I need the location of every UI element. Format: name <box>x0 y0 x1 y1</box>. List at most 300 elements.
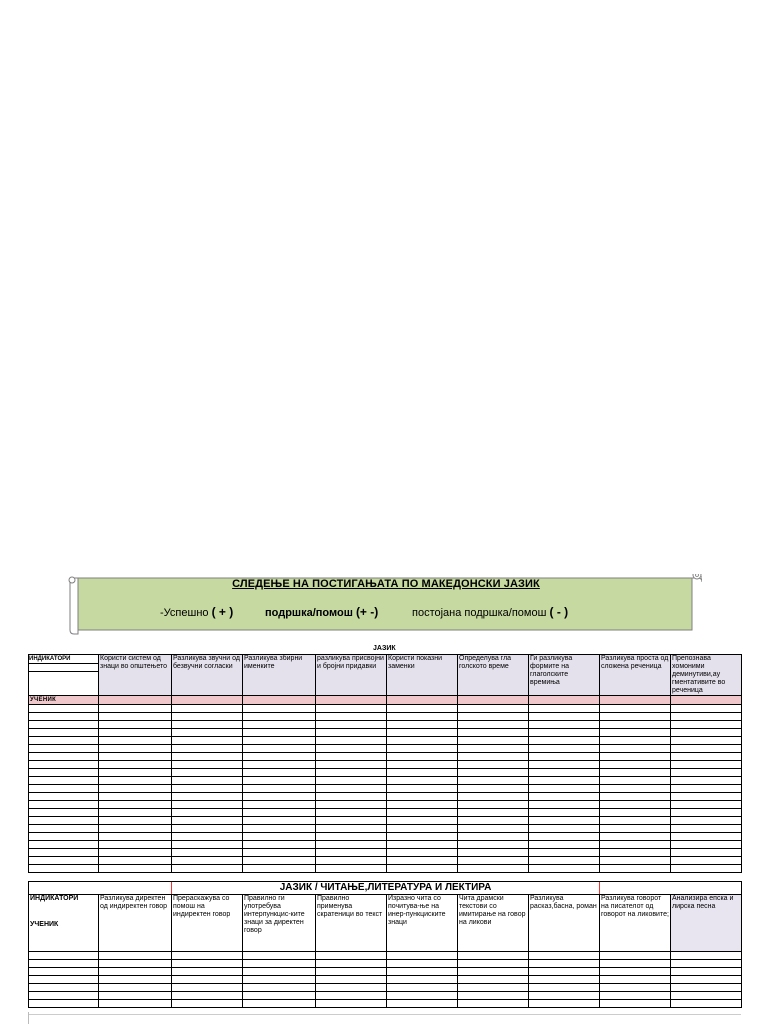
grade-cell[interactable] <box>243 849 316 857</box>
grade-cell[interactable] <box>99 737 172 745</box>
grade-cell[interactable] <box>458 705 529 713</box>
grade-cell[interactable] <box>671 737 742 745</box>
grade-cell[interactable] <box>29 1000 99 1008</box>
grade-cell[interactable] <box>316 737 387 745</box>
grade-cell[interactable] <box>529 817 600 825</box>
grade-cell[interactable] <box>316 745 387 753</box>
grade-cell[interactable] <box>29 976 99 984</box>
pupil-cell <box>671 696 742 705</box>
grade-cell[interactable] <box>600 833 671 841</box>
grade-cell[interactable] <box>172 785 243 793</box>
grade-cell[interactable] <box>458 1000 529 1008</box>
grade-cell[interactable] <box>387 1000 458 1008</box>
pupil-row <box>29 793 742 801</box>
indicator2-column-4: Правилно применува скратеници во текст <box>316 895 387 952</box>
grade-cell[interactable] <box>458 984 529 992</box>
grade-cell[interactable] <box>29 952 99 960</box>
grade-cell[interactable] <box>387 968 458 976</box>
grade-cell[interactable] <box>529 992 600 1000</box>
grade-cell[interactable] <box>600 984 671 992</box>
grade-cell[interactable] <box>529 745 600 753</box>
pupil-row <box>29 817 742 825</box>
grade-cell[interactable] <box>387 801 458 809</box>
grade-cell[interactable] <box>99 745 172 753</box>
grade-cell[interactable] <box>29 785 99 793</box>
grade-cell[interactable] <box>243 960 316 968</box>
grade-cell[interactable] <box>387 857 458 865</box>
grade-cell[interactable] <box>387 849 458 857</box>
grade-cell[interactable] <box>458 761 529 769</box>
indicators-spacer <box>29 664 98 672</box>
grade-cell[interactable] <box>316 753 387 761</box>
grade-cell[interactable] <box>99 785 172 793</box>
grade-cell[interactable] <box>387 721 458 729</box>
grade-cell[interactable] <box>29 865 99 873</box>
grade-cell[interactable] <box>458 785 529 793</box>
grade-cell[interactable] <box>243 825 316 833</box>
pupil-row <box>29 1000 742 1008</box>
grade-cell[interactable] <box>29 769 99 777</box>
grade-cell[interactable] <box>29 737 99 745</box>
grade-cell[interactable] <box>172 713 243 721</box>
grade-cell[interactable] <box>243 793 316 801</box>
grade-cell[interactable] <box>600 809 671 817</box>
grade-cell[interactable] <box>671 976 742 984</box>
grade-cell[interactable] <box>600 705 671 713</box>
grade-cell[interactable] <box>600 841 671 849</box>
grade-cell[interactable] <box>243 729 316 737</box>
grade-cell[interactable] <box>387 793 458 801</box>
grade-cell[interactable] <box>600 745 671 753</box>
grade-cell[interactable] <box>671 793 742 801</box>
grade-cell[interactable] <box>243 857 316 865</box>
grade-cell[interactable] <box>29 857 99 865</box>
grade-cell[interactable] <box>29 705 99 713</box>
grade-cell[interactable] <box>99 833 172 841</box>
grade-cell[interactable] <box>316 769 387 777</box>
grade-cell[interactable] <box>600 793 671 801</box>
grade-cell[interactable] <box>600 721 671 729</box>
grade-cell[interactable] <box>529 849 600 857</box>
grade-cell[interactable] <box>671 761 742 769</box>
grade-cell[interactable] <box>671 833 742 841</box>
grade-cell[interactable] <box>529 825 600 833</box>
grade-cell[interactable] <box>529 705 600 713</box>
grade-cell[interactable] <box>458 849 529 857</box>
pupil-row <box>29 761 742 769</box>
grade-cell[interactable] <box>243 841 316 849</box>
grade-cell[interactable] <box>387 761 458 769</box>
grade-cell[interactable] <box>316 1000 387 1008</box>
grade-cell[interactable] <box>316 841 387 849</box>
grade-cell[interactable] <box>529 1000 600 1008</box>
grade-cell[interactable] <box>529 777 600 785</box>
grade-cell[interactable] <box>99 849 172 857</box>
grade-cell[interactable] <box>99 801 172 809</box>
grade-cell[interactable] <box>99 817 172 825</box>
grade-cell[interactable] <box>529 769 600 777</box>
grade-cell[interactable] <box>172 721 243 729</box>
grade-cell[interactable] <box>29 753 99 761</box>
grade-cell[interactable] <box>529 737 600 745</box>
pupil-row <box>29 976 742 984</box>
grade-cell[interactable] <box>243 976 316 984</box>
grade-cell[interactable] <box>29 833 99 841</box>
grade-cell[interactable] <box>387 841 458 849</box>
grade-cell[interactable] <box>529 761 600 769</box>
grade-cell[interactable] <box>600 976 671 984</box>
grade-cell[interactable] <box>600 753 671 761</box>
grade-cell[interactable] <box>172 976 243 984</box>
grade-cell[interactable] <box>671 849 742 857</box>
grade-cell[interactable] <box>243 769 316 777</box>
grade-cell[interactable] <box>600 960 671 968</box>
grade-cell[interactable] <box>172 729 243 737</box>
grade-cell[interactable] <box>600 737 671 745</box>
grade-cell[interactable] <box>671 984 742 992</box>
grade-cell[interactable] <box>172 960 243 968</box>
grade-cell[interactable] <box>529 809 600 817</box>
grade-cell[interactable] <box>458 960 529 968</box>
grade-cell[interactable] <box>29 801 99 809</box>
grade-cell[interactable] <box>671 721 742 729</box>
grade-cell[interactable] <box>99 809 172 817</box>
grade-cell[interactable] <box>316 849 387 857</box>
grade-cell[interactable] <box>600 968 671 976</box>
grade-cell[interactable] <box>243 737 316 745</box>
grade-cell[interactable] <box>671 1000 742 1008</box>
grade-cell[interactable] <box>243 777 316 785</box>
grade-cell[interactable] <box>29 729 99 737</box>
grade-cell[interactable] <box>99 865 172 873</box>
grade-cell[interactable] <box>243 745 316 753</box>
grade-cell[interactable] <box>29 817 99 825</box>
grade-cell[interactable] <box>99 825 172 833</box>
grade-cell[interactable] <box>172 825 243 833</box>
grade-cell[interactable] <box>529 833 600 841</box>
grade-cell[interactable] <box>29 745 99 753</box>
grade-cell[interactable] <box>29 849 99 857</box>
grade-cell[interactable] <box>316 825 387 833</box>
grade-cell[interactable] <box>29 809 99 817</box>
grade-cell[interactable] <box>243 761 316 769</box>
grade-cell[interactable] <box>316 729 387 737</box>
grade-cell[interactable] <box>458 713 529 721</box>
indicator2-column-1: Разликува директен од индиректен говор <box>99 895 172 952</box>
grade-cell[interactable] <box>29 984 99 992</box>
grade-cell[interactable] <box>387 769 458 777</box>
indicator-column-5: Користи показни заменки <box>387 655 458 696</box>
grade-cell[interactable] <box>387 825 458 833</box>
grade-cell[interactable] <box>387 777 458 785</box>
grade-cell[interactable] <box>600 849 671 857</box>
grade-cell[interactable] <box>172 801 243 809</box>
grade-cell[interactable] <box>529 952 600 960</box>
grade-cell[interactable] <box>316 833 387 841</box>
grade-cell[interactable] <box>671 729 742 737</box>
grade-cell[interactable] <box>458 992 529 1000</box>
grade-cell[interactable] <box>172 992 243 1000</box>
grade-cell[interactable] <box>600 952 671 960</box>
grade-cell[interactable] <box>529 984 600 992</box>
pupil-row <box>29 737 742 745</box>
grade-cell[interactable] <box>600 769 671 777</box>
grade-cell[interactable] <box>458 753 529 761</box>
grade-cell[interactable] <box>529 968 600 976</box>
grade-cell[interactable] <box>29 825 99 833</box>
grade-cell[interactable] <box>316 968 387 976</box>
grade-cell[interactable] <box>671 753 742 761</box>
grade-cell[interactable] <box>316 761 387 769</box>
grade-cell[interactable] <box>529 801 600 809</box>
grade-cell[interactable] <box>316 705 387 713</box>
grade-cell[interactable] <box>243 833 316 841</box>
grade-cell[interactable] <box>316 817 387 825</box>
grade-cell[interactable] <box>671 785 742 793</box>
grade-cell[interactable] <box>458 817 529 825</box>
grade-cell[interactable] <box>243 992 316 1000</box>
grade-cell[interactable] <box>387 833 458 841</box>
grade-cell[interactable] <box>99 761 172 769</box>
grade-cell[interactable] <box>387 817 458 825</box>
grade-cell[interactable] <box>600 777 671 785</box>
grade-cell[interactable] <box>387 745 458 753</box>
grade-cell[interactable] <box>529 729 600 737</box>
legend-success-text: -Успешно <box>160 607 209 619</box>
grade-cell[interactable] <box>387 865 458 873</box>
grade-cell[interactable] <box>243 721 316 729</box>
grade-cell[interactable] <box>172 745 243 753</box>
grade-cell[interactable] <box>387 952 458 960</box>
grade-cell[interactable] <box>458 841 529 849</box>
grade-cell[interactable] <box>600 1000 671 1008</box>
grade-cell[interactable] <box>600 825 671 833</box>
grade-cell[interactable] <box>172 952 243 960</box>
grade-cell[interactable] <box>99 769 172 777</box>
pupil-cell <box>99 696 172 705</box>
grade-cell[interactable] <box>671 865 742 873</box>
grade-cell[interactable] <box>172 984 243 992</box>
grade-cell[interactable] <box>316 952 387 960</box>
grade-cell[interactable] <box>243 952 316 960</box>
grade-cell[interactable] <box>529 857 600 865</box>
legend-success <box>160 605 233 619</box>
grade-cell[interactable] <box>458 745 529 753</box>
grade-cell[interactable] <box>99 753 172 761</box>
grade-cell[interactable] <box>458 801 529 809</box>
grade-cell[interactable] <box>316 857 387 865</box>
grade-cell[interactable] <box>529 785 600 793</box>
grade-cell[interactable] <box>29 841 99 849</box>
grade-cell[interactable] <box>243 984 316 992</box>
grade-cell[interactable] <box>99 729 172 737</box>
indicator-header-row <box>29 655 742 696</box>
grade-cell[interactable] <box>458 825 529 833</box>
grade-cell[interactable] <box>529 713 600 721</box>
grade-cell[interactable] <box>99 777 172 785</box>
grade-cell[interactable] <box>316 713 387 721</box>
grade-cell[interactable] <box>529 721 600 729</box>
grade-cell[interactable] <box>99 968 172 976</box>
grade-cell[interactable] <box>316 865 387 873</box>
grade-cell[interactable] <box>316 809 387 817</box>
grade-cell[interactable] <box>172 841 243 849</box>
grade-cell[interactable] <box>172 809 243 817</box>
grade-cell[interactable] <box>99 952 172 960</box>
grade-cell[interactable] <box>387 960 458 968</box>
grade-cell[interactable] <box>99 976 172 984</box>
grade-cell[interactable] <box>29 793 99 801</box>
grade-cell[interactable] <box>29 721 99 729</box>
grade-cell[interactable] <box>172 761 243 769</box>
grade-cell[interactable] <box>600 857 671 865</box>
grade-cell[interactable] <box>172 737 243 745</box>
grade-cell[interactable] <box>99 1000 172 1008</box>
grade-cell[interactable] <box>671 992 742 1000</box>
grade-cell[interactable] <box>243 809 316 817</box>
indicator2-column-7: Разликува расказ,басна, роман <box>529 895 600 952</box>
grade-cell[interactable] <box>458 729 529 737</box>
grade-cell[interactable] <box>172 1000 243 1008</box>
grade-cell[interactable] <box>316 801 387 809</box>
grade-cell[interactable] <box>458 952 529 960</box>
pupil-row <box>29 729 742 737</box>
grade-cell[interactable] <box>671 769 742 777</box>
grade-cell[interactable] <box>243 785 316 793</box>
grade-cell[interactable] <box>243 1000 316 1008</box>
grade-cell[interactable] <box>387 705 458 713</box>
grade-cell[interactable] <box>243 705 316 713</box>
grade-cell[interactable] <box>29 968 99 976</box>
grade-cell[interactable] <box>316 721 387 729</box>
grade-cell[interactable] <box>529 865 600 873</box>
grade-cell[interactable] <box>243 968 316 976</box>
grade-cell[interactable] <box>600 713 671 721</box>
grade-cell[interactable] <box>172 817 243 825</box>
grade-cell[interactable] <box>600 992 671 1000</box>
indicators-label-2: ИНДИКАТОРИ <box>30 895 79 902</box>
grade-cell[interactable] <box>671 809 742 817</box>
grade-cell[interactable] <box>458 793 529 801</box>
grade-cell[interactable] <box>172 857 243 865</box>
grade-cell[interactable] <box>99 713 172 721</box>
grade-cell[interactable] <box>387 809 458 817</box>
grade-cell[interactable] <box>671 745 742 753</box>
grade-cell[interactable] <box>172 849 243 857</box>
grade-cell[interactable] <box>29 777 99 785</box>
grade-cell[interactable] <box>458 721 529 729</box>
grade-cell[interactable] <box>99 857 172 865</box>
grade-cell[interactable] <box>458 833 529 841</box>
grade-cell[interactable] <box>387 753 458 761</box>
grade-cell[interactable] <box>387 992 458 1000</box>
grade-cell[interactable] <box>29 992 99 1000</box>
grade-cell[interactable] <box>172 793 243 801</box>
grade-cell[interactable] <box>99 960 172 968</box>
grade-cell[interactable] <box>671 841 742 849</box>
grade-cell[interactable] <box>387 737 458 745</box>
grade-cell[interactable] <box>316 777 387 785</box>
grade-cell[interactable] <box>671 857 742 865</box>
grade-cell[interactable] <box>243 753 316 761</box>
grade-cell[interactable] <box>600 729 671 737</box>
grade-cell[interactable] <box>671 968 742 976</box>
pupil-row <box>29 713 742 721</box>
grade-cell[interactable] <box>458 809 529 817</box>
grade-cell[interactable] <box>99 793 172 801</box>
grade-cell[interactable] <box>458 865 529 873</box>
grade-cell[interactable] <box>387 976 458 984</box>
grade-cell[interactable] <box>600 761 671 769</box>
grade-cell[interactable] <box>243 801 316 809</box>
grade-cell[interactable] <box>172 777 243 785</box>
grade-cell[interactable] <box>99 721 172 729</box>
grade-cell[interactable] <box>99 992 172 1000</box>
grade-cell[interactable] <box>316 960 387 968</box>
grade-cell[interactable] <box>671 705 742 713</box>
grade-cell[interactable] <box>172 705 243 713</box>
grade-cell[interactable] <box>600 801 671 809</box>
grade-cell[interactable] <box>172 968 243 976</box>
grade-cell[interactable] <box>458 968 529 976</box>
grade-cell[interactable] <box>172 865 243 873</box>
grade-cell[interactable] <box>458 976 529 984</box>
grade-cell[interactable] <box>600 785 671 793</box>
grade-cell[interactable] <box>99 984 172 992</box>
grade-cell[interactable] <box>316 992 387 1000</box>
grade-cell[interactable] <box>458 769 529 777</box>
grade-cell[interactable] <box>387 729 458 737</box>
grade-cell[interactable] <box>671 952 742 960</box>
grade-cell[interactable] <box>29 761 99 769</box>
grade-cell[interactable] <box>458 737 529 745</box>
grade-cell[interactable] <box>671 801 742 809</box>
grade-cell[interactable] <box>387 713 458 721</box>
grade-cell[interactable] <box>529 793 600 801</box>
grade-cell[interactable] <box>243 817 316 825</box>
grade-cell[interactable] <box>387 785 458 793</box>
pupil-row <box>29 865 742 873</box>
grade-cell[interactable] <box>529 960 600 968</box>
grade-cell[interactable] <box>671 960 742 968</box>
grade-cell[interactable] <box>29 960 99 968</box>
grade-cell[interactable] <box>99 841 172 849</box>
grade-cell[interactable] <box>29 713 99 721</box>
grade-cell[interactable] <box>316 976 387 984</box>
grade-cell[interactable] <box>316 785 387 793</box>
grade-cell[interactable] <box>529 841 600 849</box>
grade-cell[interactable] <box>99 705 172 713</box>
grade-cell[interactable] <box>316 793 387 801</box>
grade-cell[interactable] <box>600 865 671 873</box>
grade-cell[interactable] <box>458 777 529 785</box>
grade-cell[interactable] <box>529 976 600 984</box>
grade-cell[interactable] <box>671 777 742 785</box>
grade-cell[interactable] <box>458 857 529 865</box>
grade-cell[interactable] <box>671 825 742 833</box>
grade-cell[interactable] <box>600 817 671 825</box>
grade-cell[interactable] <box>529 753 600 761</box>
grade-cell[interactable] <box>172 833 243 841</box>
grade-cell[interactable] <box>172 753 243 761</box>
grade-cell[interactable] <box>243 865 316 873</box>
grade-cell[interactable] <box>243 713 316 721</box>
grade-cell[interactable] <box>172 769 243 777</box>
grade-cell[interactable] <box>671 817 742 825</box>
grade-cell[interactable] <box>671 713 742 721</box>
grade-cell[interactable] <box>316 984 387 992</box>
grade-cell[interactable] <box>387 984 458 992</box>
